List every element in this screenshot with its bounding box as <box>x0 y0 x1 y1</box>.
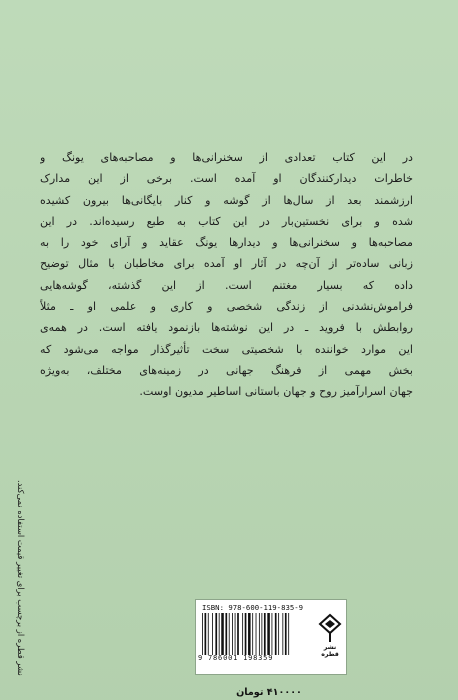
description-line: بخش مهمی از فرهنگ جهانی در زمینه‌های مختلف، به‌ویژه <box>40 363 413 377</box>
description-line: روابطش با فروید ـ در این نوشته‌ها بازنمود یافته است. در همه‌ی <box>40 321 413 335</box>
description-line: مصاحبه‌ها و سخنرانی‌ها و دیدارها یونگ عقاید و آرای خود را به <box>40 236 413 250</box>
ean-digits: 9 786001 198359 <box>198 654 274 662</box>
description-line: شده و برای نخستین‌بار در این کتاب به طبع رسیده‌اند. در این <box>40 214 413 228</box>
description-line: داده که بسیار مغتنم است. از این گذشته، گوشه‌هایی <box>40 278 413 292</box>
description-line: فراموش‌نشدنی از زندگی شخصی و کاری و علمی او ـ مثلاً <box>40 300 413 314</box>
book-description <box>40 147 413 403</box>
description-line: خاطرات دیدارکنندگان او آمده است. برخی از این مدارک <box>40 172 413 186</box>
description-line: زبانی ساده‌تر از آن‌چه در آثار او آمده برای مخاطبان با مثال توضیح <box>40 257 413 271</box>
publisher-logo-text: نشر قطره <box>321 644 339 658</box>
description-line: در این کتاب تعدادی از سخنرانی‌ها و مصاحبه‌های یونگ و <box>40 151 413 164</box>
description-line: جهان اسرارآمیز روح و جهان باستانی اساطیر مدیون اوست. <box>139 385 413 399</box>
barcode-label <box>195 599 347 675</box>
price-text: ۴۱۰۰۰۰ تومان <box>236 687 302 698</box>
isbn-text: ISBN: 978-600-119-835-9 <box>202 603 304 612</box>
price-label-notice-text: نشر قطره از برچسب برای تغییر قیمت استفاده نمی‌کند. <box>16 480 26 676</box>
price-label-notice <box>14 478 28 678</box>
description-line: این موارد خواننده با شخصیتی سخت تأثیرگذار مواجه می‌شود که <box>40 342 413 356</box>
barcode-icon <box>202 613 313 655</box>
description-line: ارزشمند بعد از سال‌ها از گوشه و کنار بایگانی‌ها بیرون کشیده <box>40 193 413 207</box>
